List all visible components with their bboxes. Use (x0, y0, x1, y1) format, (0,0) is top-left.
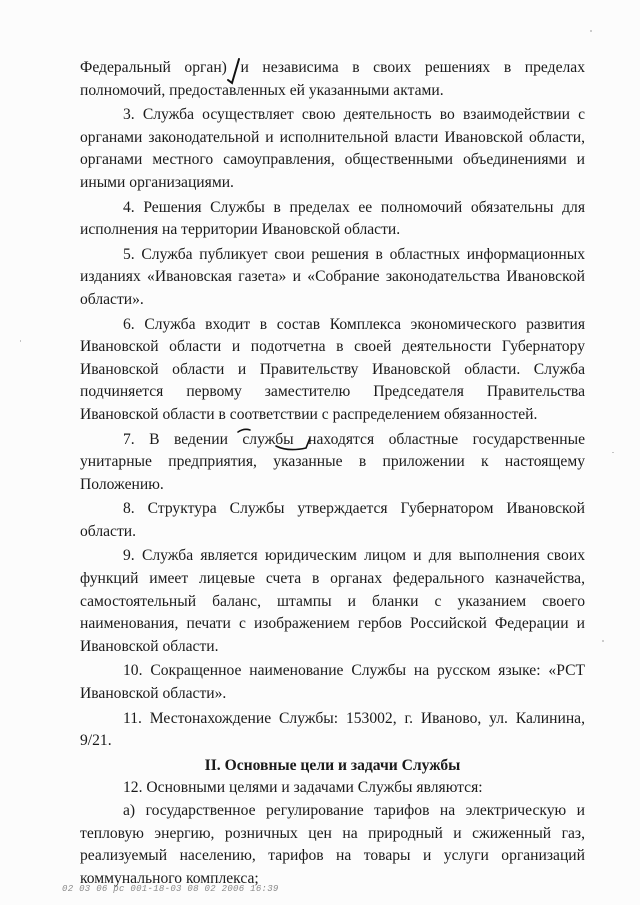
paragraph-5: 5. Служба публикует свои решения в областных информационных изданиях «Ивановская газета» и «Собрание законодательства Ивановской области». (80, 245, 585, 308)
paragraph-9: 9. Служба является юридическим лицом и для выполнения своих функций имеет лицевые счета в органах федерального казначейства, самостоятельный баланс, штампы и бланки с указанием своего наименования, печати с изображением гербов Российской Федерации и Ивановской области. (80, 547, 585, 655)
scan-speck (612, 452, 614, 453)
section-heading-2: II. Основные цели и задачи Службы (204, 756, 461, 774)
paragraph-8: 8. Структура Службы утверждается Губернатором Ивановской области. (80, 500, 585, 540)
document-body (80, 57, 585, 890)
paragraph-3: 3. Служба осуществляет свою деятельность во взаимодействии с органами законодательной и исполнительной власти Ивановской области, органами местного самоуправления, общественными объединениями и иными организациями. (80, 106, 585, 191)
scan-speck (20, 340, 21, 342)
paragraph-4: 4. Решения Службы в пределах ее полномочий обязательны для исполнения на территории Ивановской области. (80, 198, 585, 239)
paragraph-12: 12. Основными целями и задачами Службы являются: (123, 779, 483, 797)
paragraph-11: 11. Местонахождение Службы: 153002, г. Иваново, ул. Калинина, 9/21. (80, 709, 585, 750)
paragraph-6: 6. Служба входит в состав Комплекса экономического развития Ивановской области и подотчетна в своей деятельности Губернатору Ивановской области и Правительству Ивановской области. Служба подчиняется первому заместителю Председателя Правительства Ивановской области в соответствии с распределением обязанностей. (80, 315, 585, 423)
paragraph-7: 7. В ведении службы находятся областные государственные унитарные предприятия, указанные в приложении к настоящему Положению. (80, 430, 585, 493)
paragraph-10: 10. Сокращенное наименование Службы на русском языке: «РСТ Ивановской области». (80, 662, 585, 703)
scan-speck (602, 640, 604, 642)
paragraph-intro: Федеральный орган) и независима в своих решениях в пределах полномочий, предоставленных ей указанными актами. (80, 59, 585, 99)
paragraph-12a: а) государственное регулирование тарифов на электрическую и тепловую энергию, розничных цен на природный и сжиженный газ, реализуемый населению, тарифов на товары и услуги организаций коммунального комплекса; (80, 802, 585, 887)
scan-speck (590, 30, 592, 32)
fax-footer-line: 02 03 06 pc 001-18-03 08 02 2006 16:39 (62, 884, 279, 894)
